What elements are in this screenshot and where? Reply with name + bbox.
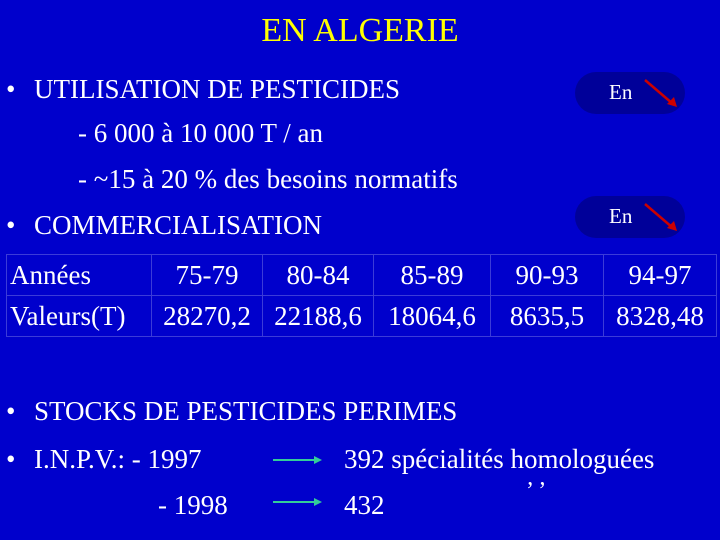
inpv-result-1998: 432 bbox=[344, 490, 385, 520]
inpv-year-1998: - 1998 bbox=[158, 490, 228, 520]
table-cell: Années bbox=[7, 255, 152, 296]
table-cell: Valeurs(T) bbox=[7, 296, 152, 337]
bullet-1: • bbox=[6, 74, 16, 104]
table-cell: 94-97 bbox=[604, 255, 717, 296]
inpv-label: I.N.P.V.: - 1997 bbox=[34, 444, 202, 474]
table-cell: 8635,5 bbox=[491, 296, 604, 337]
usage-line-2: - ~15 à 20 % des besoins normatifs bbox=[78, 164, 458, 194]
table-row bbox=[7, 255, 717, 296]
commercialisation-heading: COMMERCIALISATION bbox=[34, 210, 323, 240]
down-arrow-icon bbox=[641, 76, 681, 110]
ditto-marks: ’ ’ bbox=[526, 478, 547, 504]
table-cell: 80-84 bbox=[263, 255, 374, 296]
bullet-4: • bbox=[6, 444, 16, 474]
trend-pill-commercialisation bbox=[575, 196, 685, 238]
right-arrow-icon bbox=[272, 454, 324, 468]
trend-pill-label: En bbox=[609, 80, 633, 104]
table-row bbox=[7, 296, 717, 337]
trend-pill-usage bbox=[575, 72, 685, 114]
down-arrow-icon bbox=[641, 200, 681, 234]
trend-pill-label: En bbox=[609, 204, 633, 228]
table-cell: 28270,2 bbox=[152, 296, 263, 337]
usage-heading: UTILISATION DE PESTICIDES bbox=[34, 74, 400, 104]
usage-line-1: - 6 000 à 10 000 T / an bbox=[78, 118, 323, 148]
slide-title: EN ALGERIE bbox=[261, 12, 459, 49]
stocks-heading: STOCKS DE PESTICIDES PERIMES bbox=[34, 396, 458, 426]
table-cell: 90-93 bbox=[491, 255, 604, 296]
table-cell: 18064,6 bbox=[374, 296, 491, 337]
bullet-3: • bbox=[6, 396, 16, 426]
right-arrow-icon bbox=[272, 496, 324, 510]
table-cell: 8328,48 bbox=[604, 296, 717, 337]
commercialisation-table bbox=[6, 254, 717, 337]
table-cell: 75-79 bbox=[152, 255, 263, 296]
table-cell: 22188,6 bbox=[263, 296, 374, 337]
bullet-2: • bbox=[6, 210, 16, 240]
table-cell: 85-89 bbox=[374, 255, 491, 296]
inpv-result-1997: 392 spécialités homologuées bbox=[344, 444, 655, 474]
